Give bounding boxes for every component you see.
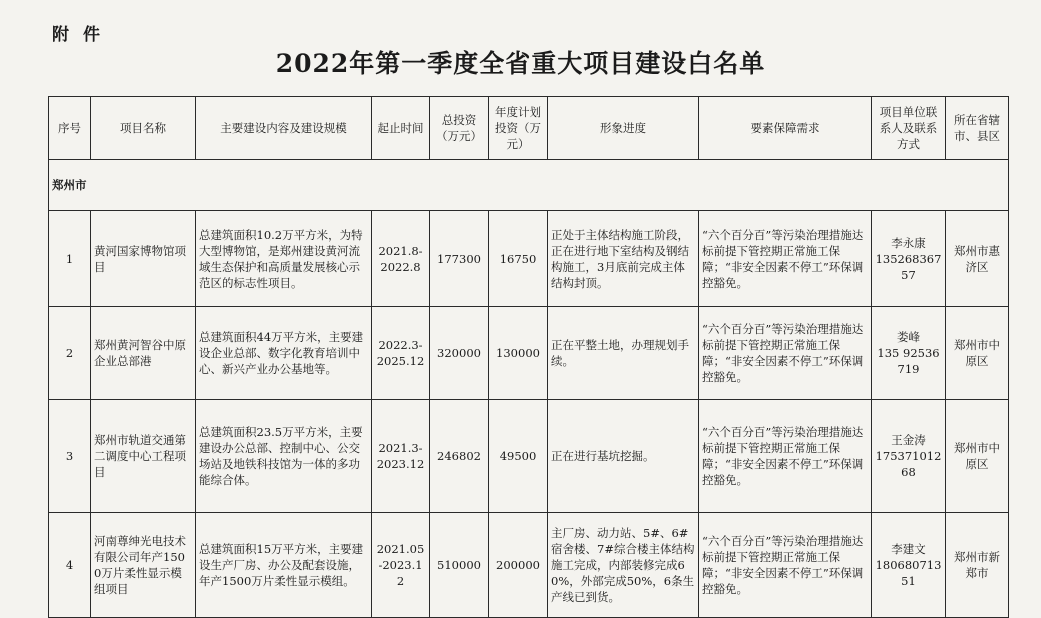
cell-contact (872, 211, 946, 307)
cell-needs: “六个百分百”等污染治理措施达标前提下管控期正常施工保障；“非安全因素不停工”环保调控豁免。 (699, 513, 872, 618)
contact-name: 王金涛 (891, 433, 926, 447)
contact-name: 李永康 (891, 235, 926, 250)
cell-annual: 200000 (489, 513, 548, 618)
table-row (49, 400, 1009, 513)
cell-district: 郑州市中原区 (946, 400, 1009, 513)
header-period: 起止时间 (372, 97, 430, 160)
cell-annual: 130000 (489, 307, 548, 400)
table-row (49, 307, 1009, 400)
table-row (49, 211, 1009, 307)
cell-contact (872, 307, 946, 400)
cell-period: 2021.05-2023.12 (372, 513, 430, 618)
region-label: 郑州市 (49, 160, 1009, 211)
region-row (49, 160, 1009, 211)
cell-name: 郑州黄河智谷中原企业总部港 (91, 307, 196, 400)
cell-total: 320000 (430, 307, 489, 400)
header-name: 项目名称 (91, 97, 196, 160)
contact-phone: 18068071351 (875, 558, 942, 588)
cell-content: 总建筑面积15万平方米，主要建设生产厂房、办公及配套设施，年产1500万片柔性显示模组。 (196, 513, 372, 618)
header-progress: 形象进度 (548, 97, 699, 160)
cell-seq: 4 (49, 513, 91, 618)
cell-total: 177300 (430, 211, 489, 307)
cell-progress: 正处于主体结构施工阶段，正在进行地下室结构及钢结构施工，3月底前完成主体结构封顶。 (548, 211, 699, 307)
cell-name: 黄河国家博物馆项目 (91, 211, 196, 307)
cell-needs: “六个百分百”等污染治理措施达标前提下管控期正常施工保障；“非安全因素不停工”环保调控豁免。 (699, 211, 872, 307)
contact-name: 娄峰 (897, 330, 920, 344)
cell-seq: 1 (49, 211, 91, 307)
contact-name: 李建文 (891, 542, 926, 556)
header-district: 所在省辖市、县区 (946, 97, 1009, 160)
cell-period: 2022.3-2025.12 (372, 307, 430, 400)
cell-period: 2021.8-2022.8 (372, 211, 430, 307)
header-seq: 序号 (49, 97, 91, 160)
contact-phone: 17537101268 (875, 449, 942, 479)
cell-name: 河南尊绅光电技术有限公司年产1500万片柔性显示模组项目 (91, 513, 196, 618)
cell-district: 郑州市新郑市 (946, 513, 1009, 618)
cell-annual: 49500 (489, 400, 548, 513)
header-annual: 年度计划投资（万元） (489, 97, 548, 160)
cell-annual: 16750 (489, 211, 548, 307)
project-table (48, 96, 1009, 618)
cell-needs: “六个百分百”等污染治理措施达标前提下管控期正常施工保障；“非安全因素不停工”环保调控豁免。 (699, 400, 872, 513)
attachment-label: 附件 (52, 25, 114, 45)
cell-content: 总建筑面积10.2万平方米，为特大型博物馆，是郑州建设黄河流域生态保护和高质量发展核心示范区的标志性项目。 (196, 211, 372, 307)
cell-progress: 正在进行基坑挖掘。 (548, 400, 699, 513)
table-header-row (49, 97, 1009, 160)
cell-seq: 2 (49, 307, 91, 400)
header-needs: 要素保障需求 (699, 97, 872, 160)
cell-content: 总建筑面积23.5万平方米，主要建设办公总部、控制中心、公交场站及地铁科技馆为一体的多功能综合体。 (196, 400, 372, 513)
cell-progress: 正在平整土地，办理规划手续。 (548, 307, 699, 400)
cell-content: 总建筑面积44万平方米，主要建设企业总部、数字化教育培训中心、新兴产业办公基地等。 (196, 307, 372, 400)
contact-phone: 13526836757 (875, 251, 942, 282)
page-title: 2022年第一季度全省重大项目建设白名单 (275, 49, 766, 78)
cell-progress: 主厂房、动力站、5#、6#宿舍楼、7#综合楼主体结构施工完成，内部装修完成60%，外部完成50%，6条生产线已到货。 (548, 513, 699, 618)
cell-contact (872, 400, 946, 513)
cell-period: 2021.3-2023.12 (372, 400, 430, 513)
contact-phone: 135 92536719 (877, 346, 940, 376)
cell-total: 246802 (430, 400, 489, 513)
table-row (49, 513, 1009, 618)
cell-total: 510000 (430, 513, 489, 618)
header-content: 主要建设内容及建设规模 (196, 97, 372, 160)
cell-name: 郑州市轨道交通第二调度中心工程项目 (91, 400, 196, 513)
cell-needs: “六个百分百”等污染治理措施达标前提下管控期正常施工保障；“非安全因素不停工”环保调控豁免。 (699, 307, 872, 400)
header-total: 总投资（万元） (430, 97, 489, 160)
header-contact: 项目单位联系人及联系方式 (872, 97, 946, 160)
cell-district: 郑州市惠济区 (946, 211, 1009, 307)
cell-contact (872, 513, 946, 618)
cell-district: 郑州市中原区 (946, 307, 1009, 400)
cell-seq: 3 (49, 400, 91, 513)
